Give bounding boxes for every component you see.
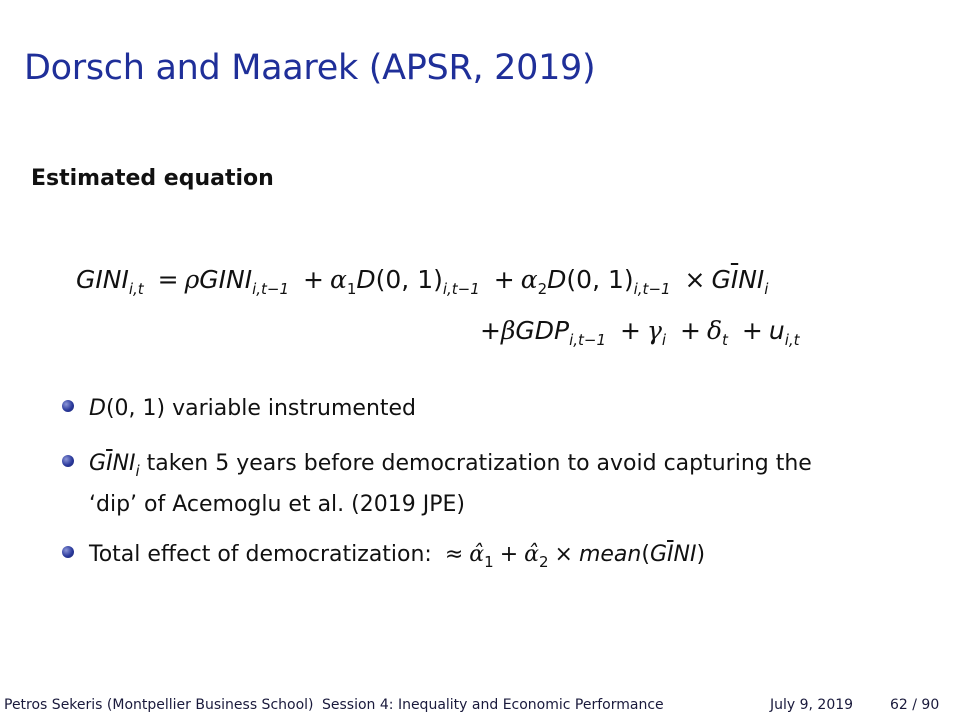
bullet-icon bbox=[62, 546, 74, 558]
eq-alpha-1: α bbox=[329, 265, 347, 294]
eq-d-2-args: (0, 1) bbox=[566, 265, 634, 294]
eq-lhs-sub: i,t bbox=[128, 280, 144, 298]
eq-plus-2: + bbox=[493, 265, 515, 294]
eq-gamma-sub: i bbox=[661, 331, 667, 349]
eq-gbar-i: $\overline{I}$ bbox=[730, 265, 739, 294]
slide-title: Dorsch and Maarek (APSR, 2019) bbox=[24, 48, 596, 88]
b3-two: 2 bbox=[538, 553, 549, 571]
eq-d-2-sub: i,t−1 bbox=[633, 280, 671, 298]
eq-u-sub: i,t bbox=[784, 331, 800, 349]
b3-times: × bbox=[554, 542, 573, 567]
eq-equals: = bbox=[157, 265, 179, 294]
eq-gini: GINI bbox=[199, 265, 253, 294]
b3-mean: mean bbox=[578, 542, 642, 567]
eq-gini-sub: i,t−1 bbox=[252, 280, 290, 298]
eq-plus-1: + bbox=[302, 265, 324, 294]
footer-title: Session 4: Inequality and Economic Performance bbox=[322, 697, 664, 713]
footer-author: Petros Sekeris (Montpellier Business School) bbox=[4, 697, 314, 713]
eq-plus-3: + bbox=[480, 316, 501, 345]
b3-close: ) bbox=[696, 542, 706, 567]
eq-gbar-sub: i bbox=[764, 280, 769, 298]
b1-args: (0, 1) bbox=[105, 396, 166, 421]
b2-text-line1: taken 5 years before democratization to avoid capturing the bbox=[139, 451, 812, 476]
b3-rest: NI bbox=[673, 542, 697, 567]
eq-times: × bbox=[684, 265, 706, 294]
b1-text: variable instrumented bbox=[165, 396, 417, 421]
equation-line-2 bbox=[480, 316, 800, 349]
b3-one: 1 bbox=[484, 553, 494, 571]
eq-gbar-g: G bbox=[711, 265, 731, 294]
block-title: Estimated equation bbox=[31, 166, 274, 191]
bullet-icon bbox=[62, 455, 74, 467]
b2-g: G bbox=[89, 451, 107, 476]
b1-d: D bbox=[89, 396, 106, 421]
eq-d-1-args: (0, 1) bbox=[375, 265, 443, 294]
b3-alpha1: α̂ bbox=[469, 542, 485, 567]
eq-plus-6: + bbox=[741, 316, 763, 345]
eq-rho: ρ bbox=[184, 265, 200, 294]
eq-gamma: γ bbox=[646, 316, 662, 345]
eq-alpha-1-sub: 1 bbox=[346, 280, 357, 298]
eq-delta-sub: t bbox=[722, 331, 728, 349]
b2-text-line2: ‘dip’ of Acemoglu et al. (2019 JPE) bbox=[89, 492, 465, 517]
b2-i: $\overline{I}$ bbox=[106, 451, 113, 476]
eq-u: u bbox=[768, 316, 785, 345]
b2-sub: i bbox=[135, 462, 140, 480]
bullet-text bbox=[89, 447, 812, 522]
footer-page-number: 62 / 90 bbox=[890, 697, 940, 713]
b3-open: ( bbox=[641, 542, 650, 567]
eq-gbar-rest: NI bbox=[738, 265, 765, 294]
eq-d-1: D bbox=[356, 265, 376, 294]
eq-alpha-2-sub: 2 bbox=[537, 280, 548, 298]
footer-date: July 9, 2019 bbox=[770, 697, 854, 713]
bullet-icon bbox=[62, 400, 74, 412]
eq-delta: δ bbox=[706, 316, 723, 345]
eq-plus-4: + bbox=[620, 316, 641, 345]
eq-gdp: GDP bbox=[515, 316, 570, 345]
eq-beta: β bbox=[500, 316, 516, 345]
eq-d-1-sub: i,t−1 bbox=[442, 280, 480, 298]
b3-text: Total effect of democratization: bbox=[89, 542, 439, 567]
bullet-text bbox=[89, 392, 416, 426]
b3-approx: ≈ bbox=[444, 542, 464, 567]
b3-plus: + bbox=[499, 542, 519, 567]
b3-i: $\overline{I}$ bbox=[667, 542, 674, 567]
eq-lhs: GINI bbox=[76, 265, 129, 294]
bullet-text bbox=[89, 538, 705, 579]
eq-alpha-2: α bbox=[520, 265, 538, 294]
equation-line-1 bbox=[76, 265, 768, 298]
eq-plus-5: + bbox=[680, 316, 701, 345]
b3-g: G bbox=[649, 542, 668, 567]
b2-rest: NI bbox=[112, 451, 136, 476]
eq-gdp-sub: i,t−1 bbox=[569, 331, 607, 349]
eq-d-2: D bbox=[547, 265, 567, 294]
b3-alpha2: α̂ bbox=[524, 542, 539, 567]
